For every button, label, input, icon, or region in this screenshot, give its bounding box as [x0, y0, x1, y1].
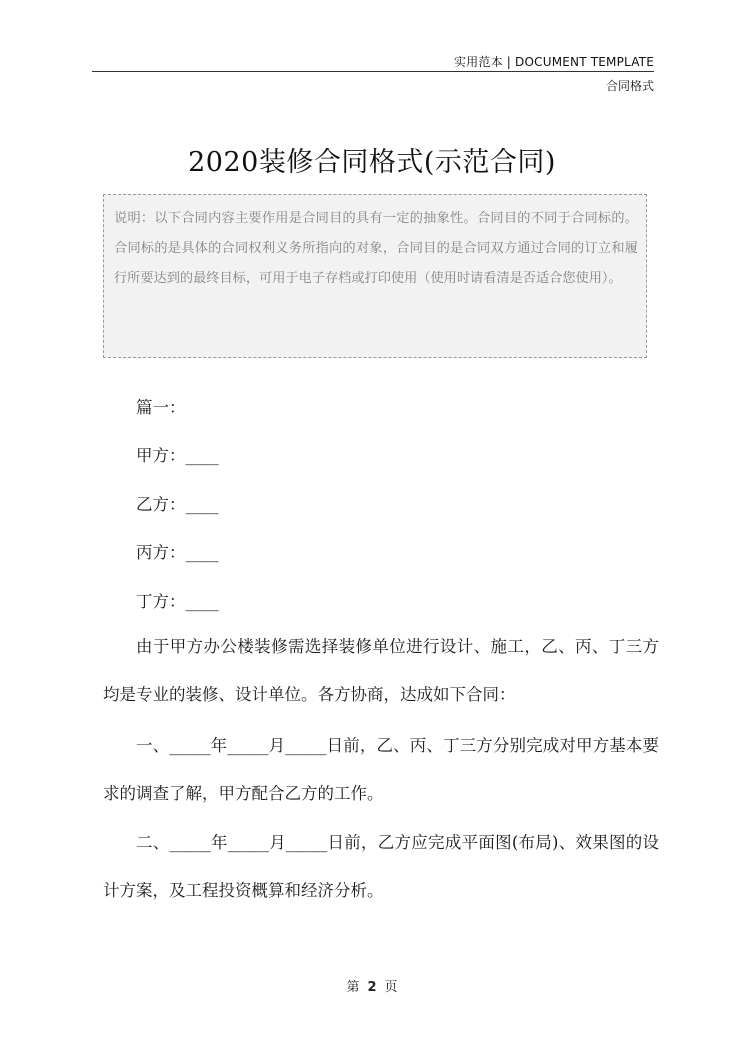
party-d-line: 丁方：____: [136, 592, 219, 611]
section-heading: 篇一：: [136, 398, 186, 417]
header-divider: [92, 71, 654, 72]
party-a-line: 甲方：____: [136, 446, 219, 465]
document-title: 2020装修合同格式(示范合同): [188, 147, 556, 178]
intro-paragraph: 由于甲方办公楼装修需选择装修单位进行设计、施工，乙、丙、丁三方均是专业的装修、设计单位。各方协商，达成如下合同：: [103, 637, 659, 704]
party-b-line: 乙方：____: [136, 495, 219, 514]
clause-1-paragraph: 一、_____年_____月_____日前，乙、丙、丁三方分别完成对甲方基本要求的调查了解，甲方配合乙方的工作。: [103, 736, 659, 803]
note-text: 说明：以下合同内容主要作用是合同目的具有一定的抽象性。合同目的不同于合同标的。合同标的是具体的合同权利义务所指向的对象，合同目的是合同双方通过合同的订立和履行所要达到的最终目标，可用于电子存档或打印使用（使用时请看清是否适合您使用）。: [114, 211, 638, 286]
footer-suffix: 页: [384, 980, 398, 995]
header-subtitle: 合同格式: [605, 79, 654, 93]
header-brand: 实用范本 | DOCUMENT TEMPLATE: [453, 55, 654, 69]
footer-prefix: 第: [346, 980, 360, 995]
party-c-line: 丙方：____: [136, 543, 219, 562]
note-box: [103, 194, 647, 358]
page-footer: [0, 976, 744, 995]
page-number: 2: [367, 980, 377, 995]
clause-2-paragraph: 二、_____年_____月_____日前，乙方应完成平面图(布局)、效果图的设计方案，及工程投资概算和经济分析。: [103, 833, 659, 900]
